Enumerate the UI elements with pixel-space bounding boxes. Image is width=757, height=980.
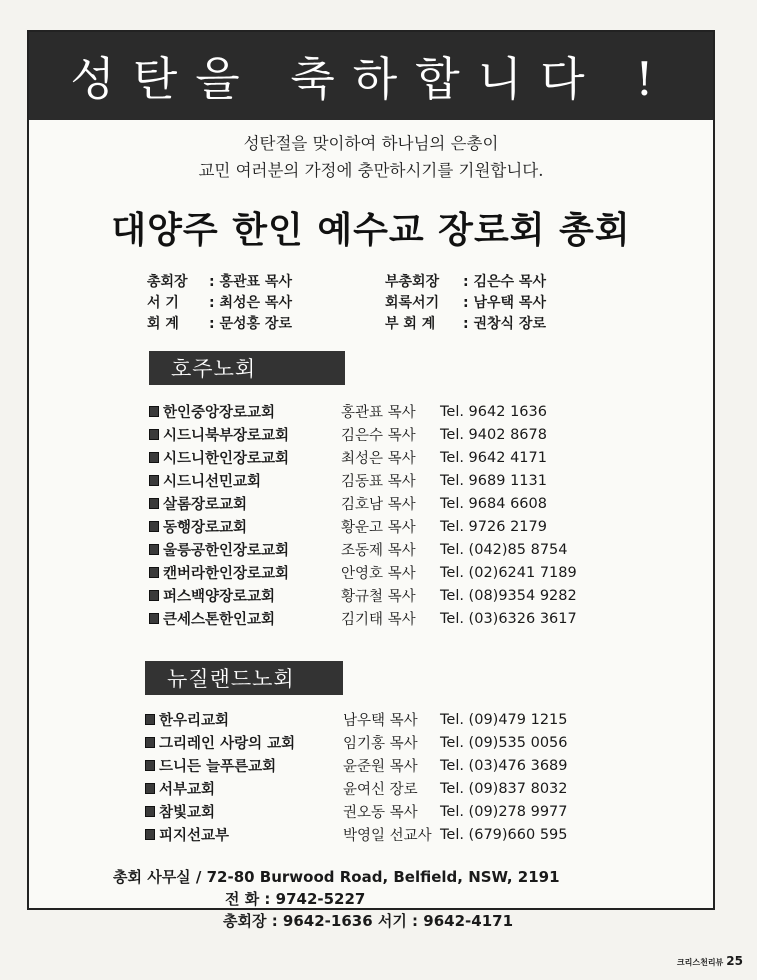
church-name: 그리레인 사랑의 교회 xyxy=(159,736,296,752)
church-name: 서부교회 xyxy=(159,782,216,798)
officer-label: 회록서기 xyxy=(385,295,440,311)
church-name: 한우리교회 xyxy=(159,713,230,729)
church-name: 시드니한인장로교회 xyxy=(163,451,290,467)
church-name: 캔버라한인장로교회 xyxy=(163,566,290,582)
greeting-line-2: 교민 여러분의 가정에 충만하시기를 기원합니다. xyxy=(198,161,544,180)
bullet-icon xyxy=(145,760,155,771)
phone-number: Tel. (08)9354 9282 xyxy=(440,587,577,604)
bullet-icon xyxy=(149,567,159,578)
officer-label: 총회장 xyxy=(147,274,188,290)
officer-value: : 홍관표 목사 xyxy=(209,274,292,290)
office-phone: 전 화 : 9742-5227 xyxy=(225,890,366,908)
pastor-name: 김동표 목사 xyxy=(341,474,416,490)
phone-number: Tel. 9689 1131 xyxy=(440,472,547,489)
phone-number: Tel. (09)837 8032 xyxy=(440,780,568,797)
church-row xyxy=(149,584,577,607)
bullet-icon xyxy=(149,613,159,624)
church-row xyxy=(149,469,577,492)
church-name: 피지선교부 xyxy=(159,828,230,844)
pastor-name: 남우택 목사 xyxy=(343,713,418,729)
officer-row xyxy=(147,293,627,314)
church-row xyxy=(149,492,577,515)
office-contacts: 총회장 : 9642-1636 서기 : 9642-4171 xyxy=(223,912,514,930)
pastor-name: 황규철 목사 xyxy=(341,589,416,605)
officer-value: : 김은수 목사 xyxy=(463,274,546,290)
office-address: 총회 사무실 / 72-80 Burwood Road, Belfield, NSW, 2191 xyxy=(113,868,560,886)
church-list-new-zealand xyxy=(145,708,568,846)
bullet-icon xyxy=(145,806,155,817)
greeting-text xyxy=(29,130,713,184)
church-name: 참빛교회 xyxy=(159,805,216,821)
church-name: 살롬장로교회 xyxy=(163,497,248,513)
church-row xyxy=(149,446,577,469)
church-name: 동행장로교회 xyxy=(163,520,248,536)
officer-label: 회 계 xyxy=(147,316,179,332)
phone-number: Tel. (03)476 3689 xyxy=(440,757,568,774)
church-row xyxy=(149,607,577,630)
pastor-name: 임기홍 목사 xyxy=(343,736,418,752)
bullet-icon xyxy=(149,452,159,463)
section-title: 호주노회 xyxy=(171,357,257,381)
bullet-icon xyxy=(149,521,159,532)
bullet-icon xyxy=(145,829,155,840)
bullet-icon xyxy=(145,737,155,748)
church-row xyxy=(145,754,568,777)
bullet-icon xyxy=(149,406,159,417)
christmas-banner xyxy=(29,32,713,120)
officer-value: : 최성은 목사 xyxy=(209,295,292,311)
pastor-name: 권오동 목사 xyxy=(343,805,418,821)
pastor-name: 김기태 목사 xyxy=(341,612,416,628)
section-title: 뉴질랜드노회 xyxy=(167,667,295,691)
officer-value: : 문성홍 장로 xyxy=(209,316,292,332)
section-header-australia xyxy=(149,351,345,385)
bullet-icon xyxy=(149,475,159,486)
pastor-name: 김은수 목사 xyxy=(341,428,416,444)
bullet-icon xyxy=(149,498,159,509)
officer-label: 부 회 계 xyxy=(385,316,436,332)
church-name: 퍼스백양장로교회 xyxy=(163,589,276,605)
officers-list xyxy=(147,272,627,335)
pastor-name: 최성은 목사 xyxy=(341,451,416,467)
church-row xyxy=(149,400,577,423)
phone-number: Tel. (02)6241 7189 xyxy=(440,564,577,581)
officer-label: 서 기 xyxy=(147,295,179,311)
organization-title: 대양주 한인 예수교 장로회 총회 xyxy=(111,209,631,251)
church-row xyxy=(149,561,577,584)
phone-number: Tel. (09)278 9977 xyxy=(440,803,568,820)
pastor-name: 박영일 선교사 xyxy=(343,828,432,844)
church-list-australia xyxy=(149,400,577,630)
officer-label: 부총회장 xyxy=(385,274,440,290)
church-name: 시드니북부장로교회 xyxy=(163,428,290,444)
phone-number: Tel. 9684 6608 xyxy=(440,495,547,512)
phone-number: Tel. (09)535 0056 xyxy=(440,734,568,751)
church-name: 울릉공한인장로교회 xyxy=(163,543,290,559)
phone-number: Tel. (09)479 1215 xyxy=(440,711,568,728)
bullet-icon xyxy=(145,714,155,725)
church-row xyxy=(149,423,577,446)
phone-number: Tel. 9726 2179 xyxy=(440,518,547,535)
greeting-line-1: 성탄절을 맞이하여 하나님의 은총이 xyxy=(243,134,499,153)
officer-value: : 남우택 목사 xyxy=(463,295,546,311)
pastor-name: 윤여신 장로 xyxy=(343,782,418,798)
page-number-value: 25 xyxy=(726,954,743,968)
section-header-new-zealand xyxy=(145,661,343,695)
church-row xyxy=(145,800,568,823)
advertisement-frame xyxy=(27,30,715,930)
pastor-name: 조동제 목사 xyxy=(341,543,416,559)
pastor-name: 황운고 목사 xyxy=(341,520,416,536)
bullet-icon xyxy=(149,429,159,440)
phone-number: Tel. (03)6326 3617 xyxy=(440,610,577,627)
officer-row xyxy=(147,314,627,335)
page-number xyxy=(677,954,743,968)
bullet-icon xyxy=(145,783,155,794)
bullet-icon xyxy=(149,544,159,555)
pastor-name: 안영호 목사 xyxy=(341,566,416,582)
church-name: 큰세스톤한인교회 xyxy=(163,612,276,628)
bullet-icon xyxy=(149,590,159,601)
pastor-name: 김호남 목사 xyxy=(341,497,416,513)
phone-number: Tel. (042)85 8754 xyxy=(440,541,568,558)
banner-title: 성탄을 축하합니다 ! xyxy=(70,52,672,106)
pastor-name: 홍관표 목사 xyxy=(341,405,416,421)
phone-number: Tel. (679)660 595 xyxy=(440,826,568,843)
phone-number: Tel. 9642 1636 xyxy=(440,403,547,420)
church-name: 시드니선민교회 xyxy=(163,474,262,490)
church-row xyxy=(145,708,568,731)
phone-number: Tel. 9402 8678 xyxy=(440,426,547,443)
officer-row xyxy=(147,272,627,293)
church-row xyxy=(145,731,568,754)
officer-value: : 권창식 장로 xyxy=(463,316,546,332)
pastor-name: 윤준원 목사 xyxy=(343,759,418,775)
phone-number: Tel. 9642 4171 xyxy=(440,449,547,466)
church-name: 한인중앙장로교회 xyxy=(163,405,276,421)
church-row xyxy=(149,538,577,561)
publication-name: 크리스천리뷰 xyxy=(676,958,724,967)
church-row xyxy=(145,823,568,846)
church-name: 드니든 늘푸른교회 xyxy=(159,759,277,775)
church-row xyxy=(145,777,568,800)
church-row xyxy=(149,515,577,538)
